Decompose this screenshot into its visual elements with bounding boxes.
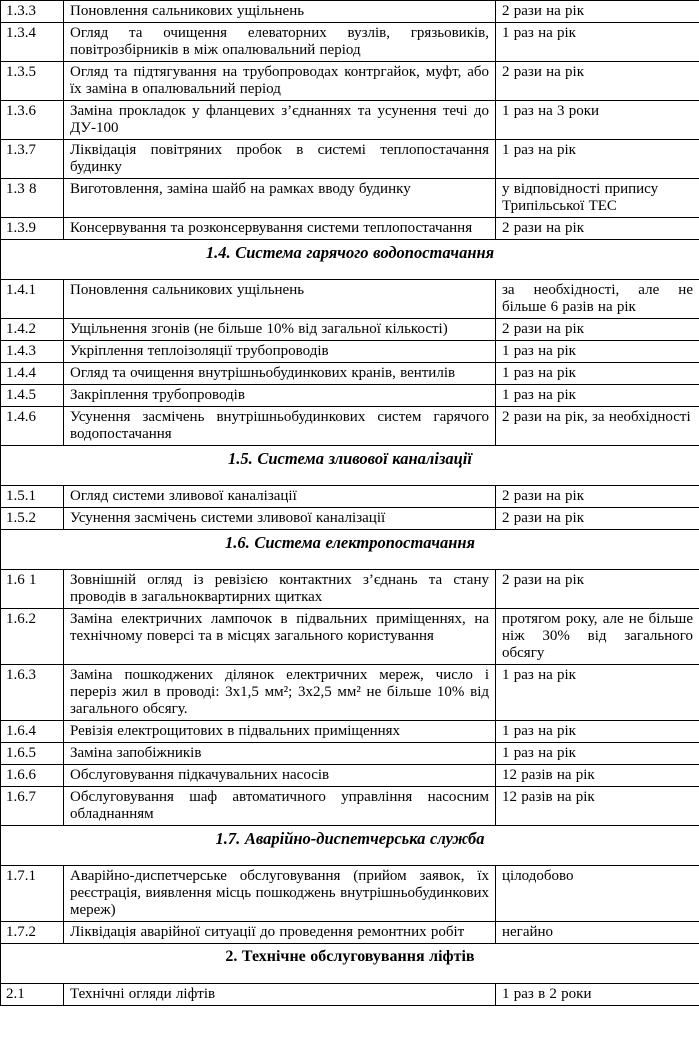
- table-row: [1, 140, 699, 179]
- task-description-cell: Аварійно-диспетчерське обслуговування (прийом заявок, їх реєстрація, виявлення місць пошкоджень внутрішньобудинкових мереж): [64, 866, 496, 922]
- table-row: [1, 319, 699, 341]
- row-number-cell: 1.6.4: [1, 721, 64, 743]
- table-row: [1, 407, 699, 446]
- table-row: [1, 1, 699, 23]
- row-number-cell: 1.4.4: [1, 363, 64, 385]
- frequency-cell: негайно: [496, 922, 699, 944]
- section-header: 2. Технічне обслуговування ліфтів: [1, 944, 699, 984]
- frequency-cell: у відповідності припису Трипільської ТЕС: [496, 179, 699, 218]
- row-number-cell: 1.6.6: [1, 765, 64, 787]
- table-row: [1, 609, 699, 665]
- section-header-row: [1, 826, 699, 866]
- task-description-cell: Обслуговування підкачувальних насосів: [64, 765, 496, 787]
- frequency-cell: 1 раз на рік: [496, 743, 699, 765]
- task-description-cell: Огляд та очищення внутрішньобудинкових кранів, вентилів: [64, 363, 496, 385]
- row-number-cell: 1.7.2: [1, 922, 64, 944]
- frequency-cell: 1 раз на рік: [496, 341, 699, 363]
- section-header: 1.5. Система зливової каналізації: [1, 446, 699, 486]
- frequency-cell: 1 раз на рік: [496, 721, 699, 743]
- task-description-cell: Ревізія електрощитових в підвальних приміщеннях: [64, 721, 496, 743]
- task-description-cell: Ліквідація повітряних пробок в системі теплопостачання будинку: [64, 140, 496, 179]
- row-number-cell: 1.6.2: [1, 609, 64, 665]
- frequency-cell: 1 раз на рік: [496, 385, 699, 407]
- row-number-cell: 1.3.3: [1, 1, 64, 23]
- row-number-cell: 1.6 1: [1, 570, 64, 609]
- frequency-cell: протягом року, але не більше ніж 30% від загального обсягу: [496, 609, 699, 665]
- table-row: [1, 218, 699, 240]
- frequency-cell: 1 раз в 2 роки: [496, 984, 699, 1006]
- row-number-cell: 1.3.9: [1, 218, 64, 240]
- frequency-cell: 2 рази на рік: [496, 508, 699, 530]
- task-description-cell: Заміна запобіжників: [64, 743, 496, 765]
- frequency-cell: 2 рази на рік: [496, 62, 699, 101]
- frequency-cell: 1 раз на рік: [496, 140, 699, 179]
- task-description-cell: Зовнішній огляд із ревізією контактних з’єднань та стану проводів в загальноквартирних щитках: [64, 570, 496, 609]
- frequency-cell: 2 рази на рік: [496, 218, 699, 240]
- frequency-cell: 2 рази на рік: [496, 570, 699, 609]
- row-number-cell: 2.1: [1, 984, 64, 1006]
- task-description-cell: Ущільнення згонів (не більше 10% від загальної кількості): [64, 319, 496, 341]
- frequency-cell: 2 рази на рік, за необхідності: [496, 407, 699, 446]
- row-number-cell: 1.4.2: [1, 319, 64, 341]
- frequency-cell: за необхідності, але не більше 6 разів на рік: [496, 280, 699, 319]
- frequency-cell: 1 раз на рік: [496, 363, 699, 385]
- row-number-cell: 1.6.3: [1, 665, 64, 721]
- task-description-cell: Укріплення теплоізоляції трубопроводів: [64, 341, 496, 363]
- frequency-cell: цілодобово: [496, 866, 699, 922]
- frequency-cell: 1 раз на рік: [496, 23, 699, 62]
- row-number-cell: 1.5.1: [1, 486, 64, 508]
- section-header-row: [1, 530, 699, 570]
- task-description-cell: Огляд та очищення елеваторних вузлів, грязьовиків, повітрозбірників в між опалювальний період: [64, 23, 496, 62]
- task-description-cell: Закріплення трубопроводів: [64, 385, 496, 407]
- row-number-cell: 1.4.1: [1, 280, 64, 319]
- row-number-cell: 1.3.6: [1, 101, 64, 140]
- section-header-row: [1, 240, 699, 280]
- row-number-cell: 1.3.4: [1, 23, 64, 62]
- task-description-cell: Технічні огляди ліфтів: [64, 984, 496, 1006]
- task-description-cell: Заміна пошкоджених ділянок електричних мереж, число і переріз жил в проводі: 3х1,5 мм²; 3х2,5 мм² не більше 10% від загального обсягу.: [64, 665, 496, 721]
- task-description-cell: Поновлення сальникових ущільнень: [64, 1, 496, 23]
- row-number-cell: 1.6.5: [1, 743, 64, 765]
- table-row: [1, 743, 699, 765]
- table-row: [1, 101, 699, 140]
- task-description-cell: Огляд та підтягування на трубопроводах контргайок, муфт, або їх заміна в опалювальний період: [64, 62, 496, 101]
- table-body: [1, 1, 699, 1006]
- table-row: [1, 665, 699, 721]
- row-number-cell: 1.7.1: [1, 866, 64, 922]
- task-description-cell: Обслуговування шаф автоматичного управління насосним обладнанням: [64, 787, 496, 826]
- table-row: [1, 721, 699, 743]
- table-row: [1, 922, 699, 944]
- table-row: [1, 984, 699, 1006]
- row-number-cell: 1.4.6: [1, 407, 64, 446]
- task-description-cell: Консервування та розконсервування системи теплопостачання: [64, 218, 496, 240]
- frequency-cell: 2 рази на рік: [496, 1, 699, 23]
- frequency-cell: 12 разів на рік: [496, 765, 699, 787]
- table-row: [1, 62, 699, 101]
- table-row: [1, 486, 699, 508]
- frequency-cell: 2 рази на рік: [496, 319, 699, 341]
- row-number-cell: 1.6.7: [1, 787, 64, 826]
- table-row: [1, 23, 699, 62]
- table-row: [1, 363, 699, 385]
- frequency-cell: 1 раз на рік: [496, 665, 699, 721]
- table-row: [1, 508, 699, 530]
- table-row: [1, 787, 699, 826]
- task-description-cell: Ліквідація аварійної ситуації до проведення ремонтних робіт: [64, 922, 496, 944]
- frequency-cell: 12 разів на рік: [496, 787, 699, 826]
- table-row: [1, 385, 699, 407]
- section-header: 1.7. Аварійно-диспетчерська служба: [1, 826, 699, 866]
- section-header: 1.4. Система гарячого водопостачання: [1, 240, 699, 280]
- task-description-cell: Огляд системи зливової каналізації: [64, 486, 496, 508]
- table-row: [1, 765, 699, 787]
- section-header-row: [1, 446, 699, 486]
- row-number-cell: 1.4.5: [1, 385, 64, 407]
- row-number-cell: 1.3.5: [1, 62, 64, 101]
- row-number-cell: 1.5.2: [1, 508, 64, 530]
- frequency-cell: 2 рази на рік: [496, 486, 699, 508]
- task-description-cell: Поновлення сальникових ущільнень: [64, 280, 496, 319]
- section-header-row: [1, 944, 699, 984]
- frequency-cell: 1 раз на 3 роки: [496, 101, 699, 140]
- task-description-cell: Виготовлення, заміна шайб на рамках вводу будинку: [64, 179, 496, 218]
- section-header: 1.6. Система електропостачання: [1, 530, 699, 570]
- task-description-cell: Заміна прокладок у фланцевих з’єднаннях та усунення течі до ДУ-100: [64, 101, 496, 140]
- table-row: [1, 341, 699, 363]
- task-description-cell: Усунення засмічень внутрішньобудинкових систем гарячого водопостачання: [64, 407, 496, 446]
- table-row: [1, 179, 699, 218]
- row-number-cell: 1.4.3: [1, 341, 64, 363]
- task-description-cell: Усунення засмічень системи зливової каналізації: [64, 508, 496, 530]
- row-number-cell: 1.3.7: [1, 140, 64, 179]
- table-row: [1, 280, 699, 319]
- row-number-cell: 1.3 8: [1, 179, 64, 218]
- table-row: [1, 570, 699, 609]
- task-description-cell: Заміна електричних лампочок в підвальних приміщеннях, на технічному поверсі та в місцях загального користування: [64, 609, 496, 665]
- table-row: [1, 866, 699, 922]
